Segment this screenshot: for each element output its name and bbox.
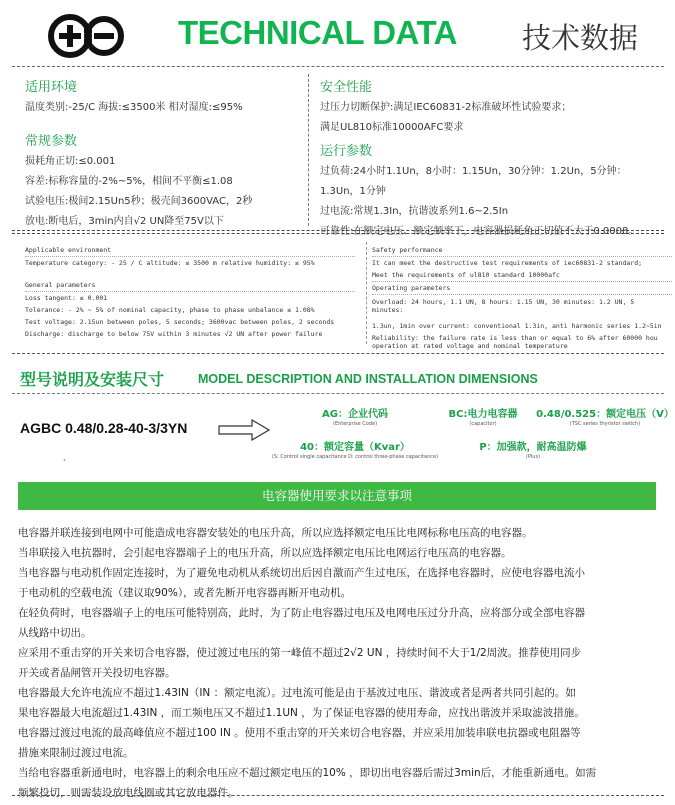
annotation-sub: (S: Control single capacitance D: control three-phase capacitance) — [271, 454, 439, 460]
usage-line: 于电动机的空载电流（建议取90%），或者先断开电容器再断开电动机。 — [18, 587, 352, 599]
usage-line: 电容器过渡过电流的最高峰值应不超过100 IN 。使用不重击穿的开关来切合电容器，并应采用加装串联电抗器或电阻器等 — [18, 727, 581, 739]
en-op-title: Operating parameters — [372, 282, 672, 295]
en-env-title: Applicable environment — [25, 244, 355, 257]
column-divider — [366, 242, 367, 344]
annotation-sub-text: TSC series thyristor switch — [571, 421, 639, 427]
zh-left-column — [25, 80, 305, 232]
annotation-sub: (capacitor) — [469, 421, 497, 427]
annotation-title: 40：额定容量（Kvar） — [300, 442, 410, 453]
annotation-sub-text: S: Control single capacitance D: control three-phase capacitance — [273, 454, 437, 460]
title-en: TECHNICAL DATA — [178, 14, 457, 51]
params-line: 试验电压:极间2.15Un5秒；极壳间3600VAC，2秒 — [25, 196, 253, 207]
en-right-column — [372, 244, 672, 350]
usage-line: 在轻负荷时，电容器端子上的电压可能特别高，此时，为了防止电容器过电压及电网电压过分升高，应将部分或全部电容器 — [18, 607, 585, 619]
en-params-line: Tolerance: - 2% ~ 5% of nominal capacity, phase to phase unbalance ≤ 1.08% — [25, 306, 315, 314]
section-divider — [12, 393, 664, 394]
section-divider — [12, 353, 664, 354]
op-line: 1.3Un，1分钟 — [320, 186, 386, 197]
annotation-rated — [535, 405, 675, 428]
footer-divider — [12, 795, 664, 796]
page-header — [0, 0, 675, 72]
usage-line: 频繁投切，则需装设放电线圈或其它放电器件。 — [18, 787, 239, 799]
usage-line: 从线路中切出。 — [18, 627, 92, 639]
annotation-sub-text: capacitor — [471, 421, 495, 427]
safety-line: 过压力切断保护:满足IEC60831-2标准破坏性试验要求； — [320, 102, 572, 113]
usage-banner: 电容器使用要求以注意事项 — [18, 482, 656, 510]
en-op-line: minutes: — [372, 306, 404, 314]
usage-body — [18, 523, 663, 803]
usage-line: 果电容器最大电流超过1.43IN ，而工频电压又不超过1.1UN ，为了保证电容器的使用寿命，应找出谐波并采取滤波措施。 — [18, 707, 585, 719]
model-heading — [20, 367, 670, 391]
usage-line: 当串联接入电抗器时，会引起电容器端子上的电压升高，所以应选择额定电压比电网运行电压高的电容器。 — [18, 547, 512, 559]
annotation-sub: (Enterprise Code) — [332, 421, 378, 427]
usage-line: 电容器并联连接到电网中可能造成电容器安装处的电压升高，所以应选择额定电压比电网标称电压高的电容器。 — [18, 527, 533, 539]
header-divider — [12, 66, 664, 67]
safety-title: 安全性能 — [320, 80, 373, 95]
usage-line: 当电容器与电动机作固定连接时，为了避免电动机从系统切出后因自激而产生过电压，在选择电容器时，应使电容器电流小 — [18, 567, 585, 579]
usage-line: 开关或者晶闸管开关投切电容器。 — [18, 667, 176, 679]
annotation-sub: (Plus) — [525, 454, 541, 460]
params-line: 放电:断电后，3min内自√2 UN降至75V以下 — [25, 216, 224, 227]
zh-right-column — [320, 80, 665, 242]
annotation-title: 0.48/0.525：额定电压（V） — [536, 409, 674, 420]
model-code: AGBC 0.48/0.28-40-3/3YN — [20, 420, 188, 436]
en-params-line: Test voltage: 2.15un between poles, 5 seconds; 3600vac between poles, 2 seconds — [25, 318, 335, 326]
en-params-title: General parameters — [25, 279, 355, 292]
en-op-line: 1.3un, 1min over current: conventional 1.3in, anti harmonic series 1.2~5in — [372, 322, 662, 330]
plus-equals-minus-logo-icon — [48, 13, 124, 59]
en-op-line: operation at rated voltage and nominal temperature — [372, 342, 568, 350]
usage-line: 应采用不重击穿的开关来切合电容器，使过渡过电压的第一峰值不超过2√2 UN ，持续时间不大于1/2周波。推荐使用同步 — [18, 647, 582, 659]
column-divider — [308, 74, 309, 226]
annotation-sub: (TSC series thyristor switch) — [569, 421, 641, 427]
stray-mark: 、 — [63, 453, 71, 462]
en-params-line: Loss tangent: ≤ 0.001 — [25, 294, 108, 302]
env-title: 适用环境 — [25, 80, 78, 95]
en-params-line: Discharge: discharge to below 75V within 3 minutes √2 UN after power failure — [25, 330, 323, 338]
annotation-sub-text: Enterprise Code — [334, 421, 376, 427]
annotation-bc — [428, 405, 538, 428]
section-divider — [12, 233, 664, 234]
en-op-line: Reliability: the failure rate is less than or equal to 6% after 60000 hou — [372, 334, 658, 342]
annotation-title: P：加强款，耐高温防爆 — [479, 442, 587, 453]
safety-line: 满足UL810标准10000AFC要求 — [320, 122, 464, 133]
title-zh: 技术数据 — [522, 21, 639, 55]
en-left-column — [25, 244, 355, 340]
params-line: 容差:标称容量的-2%~5%，相间不平衡≤1.08 — [25, 176, 233, 187]
op-line: 可靠性:在额定电压、额定频率下，电容器损耗角正切值不大于0.0008。 — [320, 226, 639, 237]
en-op-line: Overload: 24 hours, 1.1 UN, 8 hours: 1.15 UN, 30 minutes: 1.2 UN, 5 — [372, 298, 635, 306]
op-title: 运行参数 — [320, 144, 373, 159]
en-safety-title: Safety performance — [372, 244, 672, 257]
op-line: 过电流:常规1.3In，抗谐波系列1.6~2.5In — [320, 206, 509, 217]
annotation-title: AG：企业代码 — [322, 409, 388, 420]
model-title-zh: 型号说明及安装尺寸 — [20, 370, 165, 389]
annotation-plus — [468, 438, 598, 461]
annotation-sub-text: Plus — [527, 454, 539, 460]
en-env-line: Temperature category: - 25 / C altitude: ≤ 3500 m relative humidity: ≤ 95% — [25, 259, 315, 267]
params-title: 常规参数 — [25, 134, 78, 149]
usage-line: 当给电容器重新通电时，电容器上的剩余电压应不超过额定电压的10% ，即切出电容器后需过3min后，才能重新通电。如需 — [18, 767, 597, 779]
op-line: 过负荷:24小时1.1Un，8小时：1.15Un，30分钟：1.2Un，5分钟： — [320, 166, 627, 177]
annotation-title: BC:电力电容器 — [448, 409, 518, 420]
env-line: 温度类别:-25/C 海拔:≤3500米 相对湿度:≤95% — [25, 102, 243, 113]
model-title-en: MODEL DESCRIPTION AND INSTALLATION DIMENSIONS — [198, 372, 538, 386]
params-line: 损耗角正切:≤0.001 — [25, 156, 116, 167]
section-divider — [12, 230, 664, 231]
annotation-ag — [300, 405, 410, 428]
usage-line: 措施来限制过渡过电流。 — [18, 747, 134, 759]
en-safety-line: It can meet the destructive test requirements of iec60831-2 standard; — [372, 259, 643, 267]
annotation-kvar — [255, 438, 455, 461]
usage-line: 电容器最大允许电流应不超过1.43IN（IN ：额定电流）。过电流可能是由于基波过电压、谐波或者是两者共同引起的。如 — [18, 687, 576, 699]
en-safety-line: Meet the requirements of ul810 standard 10000afc — [372, 269, 672, 282]
